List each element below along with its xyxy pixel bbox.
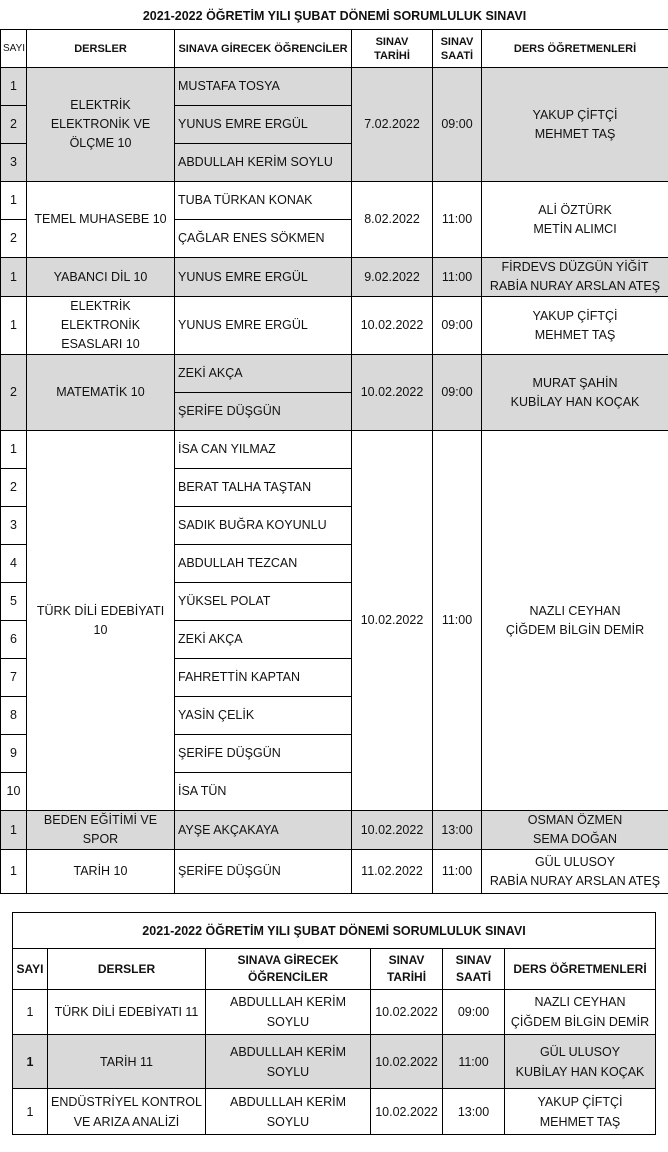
exam-time: 13:00 [433, 811, 482, 850]
exam-date: 10.02.2022 [371, 1089, 443, 1135]
row-number: 1 [13, 1089, 48, 1135]
table-row [1, 182, 668, 220]
row-number: 1 [1, 258, 27, 297]
student-name: ABDULLLAH KERİM SOYLU [206, 1089, 371, 1135]
header-ogrenciler: SINAVA GİRECEK ÖĞRENCİLER [206, 949, 371, 990]
exam-date: 10.02.2022 [352, 431, 433, 811]
teachers: YAKUP ÇİFTÇİ MEHMET TAŞ [482, 68, 668, 182]
row-number: 2 [1, 469, 27, 507]
table-row [1, 355, 668, 393]
row-number: 1 [1, 182, 27, 220]
teachers: GÜL ULUSOY RABİA NURAY ARSLAN ATEŞ [482, 850, 668, 894]
teachers: MURAT ŞAHİN KUBİLAY HAN KOÇAK [482, 355, 668, 431]
exam-schedule-table-2 [12, 912, 656, 1135]
teachers: YAKUP ÇİFTÇİ MEHMET TAŞ [505, 1089, 656, 1135]
exam-time: 09:00 [433, 297, 482, 355]
table-title: 2021-2022 ÖĞRETİM YILI ŞUBAT DÖNEMİ SORUMLULUK SINAVI [1, 4, 668, 30]
row-number: 1 [1, 811, 27, 850]
row-number: 2 [1, 220, 27, 258]
exam-time: 11:00 [443, 1035, 505, 1089]
row-number: 1 [1, 297, 27, 355]
course-name: ENDÜSTRİYEL KONTROL VE ARIZA ANALİZİ [48, 1089, 206, 1135]
student-name: İSA TÜN [175, 773, 352, 811]
course-name: TÜRK DİLİ EDEBİYATI 11 [48, 990, 206, 1035]
table-row [13, 1089, 656, 1135]
header-ogretmenler: DERS ÖĞRETMENLERİ [505, 949, 656, 990]
header-row [13, 949, 656, 990]
student-name: YASİN ÇELİK [175, 697, 352, 735]
student-name: TUBA TÜRKAN KONAK [175, 182, 352, 220]
table-row [1, 297, 668, 355]
row-number: 1 [1, 850, 27, 894]
exam-schedule-table-1 [0, 4, 668, 894]
teachers: FİRDEVS DÜZGÜN YİĞİT RABİA NURAY ARSLAN ATEŞ [482, 258, 668, 297]
table-row [13, 990, 656, 1035]
student-name: ZEKİ AKÇA [175, 355, 352, 393]
exam-time: 11:00 [433, 258, 482, 297]
header-ogretmenler: DERS ÖĞRETMENLERİ [482, 30, 668, 68]
row-number: 9 [1, 735, 27, 773]
table-row [1, 811, 668, 850]
table-row [1, 850, 668, 894]
teachers: GÜL ULUSOY KUBİLAY HAN KOÇAK [505, 1035, 656, 1089]
table-row [1, 431, 668, 469]
header-row [1, 30, 668, 68]
student-name: ŞERİFE DÜŞGÜN [175, 735, 352, 773]
course-name: TÜRK DİLİ EDEBİYATI 10 [27, 431, 175, 811]
header-sinav-saati: SINAV SAATİ [443, 949, 505, 990]
header-sayi: SAYI [13, 949, 48, 990]
header-ogrenciler: SINAVA GİRECEK ÖĞRENCİLER [175, 30, 352, 68]
student-name: İSA CAN YILMAZ [175, 431, 352, 469]
table-title: 2021-2022 ÖĞRETİM YILI ŞUBAT DÖNEMİ SORUMLULUK SINAVI [13, 913, 656, 949]
row-number: 1 [1, 68, 27, 106]
exam-date: 8.02.2022 [352, 182, 433, 258]
exam-date: 11.02.2022 [352, 850, 433, 894]
header-dersler: DERSLER [27, 30, 175, 68]
exam-date: 10.02.2022 [371, 1035, 443, 1089]
row-number: 1 [1, 431, 27, 469]
exam-time: 13:00 [443, 1089, 505, 1135]
header-sinav-saati: SINAV SAATİ [433, 30, 482, 68]
student-name: YÜKSEL POLAT [175, 583, 352, 621]
student-name: ÇAĞLAR ENES SÖKMEN [175, 220, 352, 258]
student-name: ŞERİFE DÜŞGÜN [175, 393, 352, 431]
student-name: SADIK BUĞRA KOYUNLU [175, 507, 352, 545]
student-name: ABDULLLAH KERİM SOYLU [206, 990, 371, 1035]
exam-date: 10.02.2022 [352, 811, 433, 850]
student-name: AYŞE AKÇAKAYA [175, 811, 352, 850]
row-number: 4 [1, 545, 27, 583]
teachers: NAZLI CEYHAN ÇİĞDEM BİLGİN DEMİR [505, 990, 656, 1035]
teachers: ALİ ÖZTÜRK METİN ALIMCI [482, 182, 668, 258]
row-number: 6 [1, 621, 27, 659]
header-sinav-tarihi: SINAV TARİHİ [352, 30, 433, 68]
teachers: YAKUP ÇİFTÇİ MEHMET TAŞ [482, 297, 668, 355]
row-number: 2 [1, 355, 27, 431]
course-name: ELEKTRİK ELEKTRONİK VE ÖLÇME 10 [27, 68, 175, 182]
teachers: OSMAN ÖZMEN SEMA DOĞAN [482, 811, 668, 850]
course-name: TARİH 10 [27, 850, 175, 894]
exam-time: 11:00 [433, 431, 482, 811]
student-name: ABDULLAH KERİM SOYLU [175, 144, 352, 182]
course-name: YABANCI DİL 10 [27, 258, 175, 297]
header-dersler: DERSLER [48, 949, 206, 990]
exam-date: 10.02.2022 [352, 297, 433, 355]
header-sinav-tarihi: SINAV TARİHİ [371, 949, 443, 990]
table-row [13, 1035, 656, 1089]
row-number: 1 [13, 1035, 48, 1089]
exam-time: 09:00 [433, 355, 482, 431]
exam-date: 9.02.2022 [352, 258, 433, 297]
exam-time: 11:00 [433, 182, 482, 258]
table-row [1, 258, 668, 297]
student-name: FAHRETTİN KAPTAN [175, 659, 352, 697]
exam-date: 10.02.2022 [371, 990, 443, 1035]
header-sayi: SAYI [1, 30, 27, 68]
row-number: 7 [1, 659, 27, 697]
exam-time: 09:00 [433, 68, 482, 182]
row-number: 2 [1, 106, 27, 144]
student-name: YUNUS EMRE ERGÜL [175, 297, 352, 355]
student-name: YUNUS EMRE ERGÜL [175, 258, 352, 297]
teachers: NAZLI CEYHAN ÇİĞDEM BİLGİN DEMİR [482, 431, 668, 811]
student-name: BERAT TALHA TAŞTAN [175, 469, 352, 507]
course-name: ELEKTRİK ELEKTRONİK ESASLARI 10 [27, 297, 175, 355]
row-number: 1 [13, 990, 48, 1035]
course-name: BEDEN EĞİTİMİ VE SPOR [27, 811, 175, 850]
row-number: 3 [1, 507, 27, 545]
table-row [1, 68, 668, 106]
student-name: ŞERİFE DÜŞGÜN [175, 850, 352, 894]
row-number: 3 [1, 144, 27, 182]
student-name: MUSTAFA TOSYA [175, 68, 352, 106]
exam-time: 09:00 [443, 990, 505, 1035]
row-number: 8 [1, 697, 27, 735]
row-number: 5 [1, 583, 27, 621]
exam-date: 7.02.2022 [352, 68, 433, 182]
course-name: TARİH 11 [48, 1035, 206, 1089]
exam-time: 11:00 [433, 850, 482, 894]
course-name: TEMEL MUHASEBE 10 [27, 182, 175, 258]
row-number: 10 [1, 773, 27, 811]
exam-date: 10.02.2022 [352, 355, 433, 431]
course-name: MATEMATİK 10 [27, 355, 175, 431]
student-name: ZEKİ AKÇA [175, 621, 352, 659]
student-name: ABDULLLAH KERİM SOYLU [206, 1035, 371, 1089]
student-name: YUNUS EMRE ERGÜL [175, 106, 352, 144]
student-name: ABDULLAH TEZCAN [175, 545, 352, 583]
